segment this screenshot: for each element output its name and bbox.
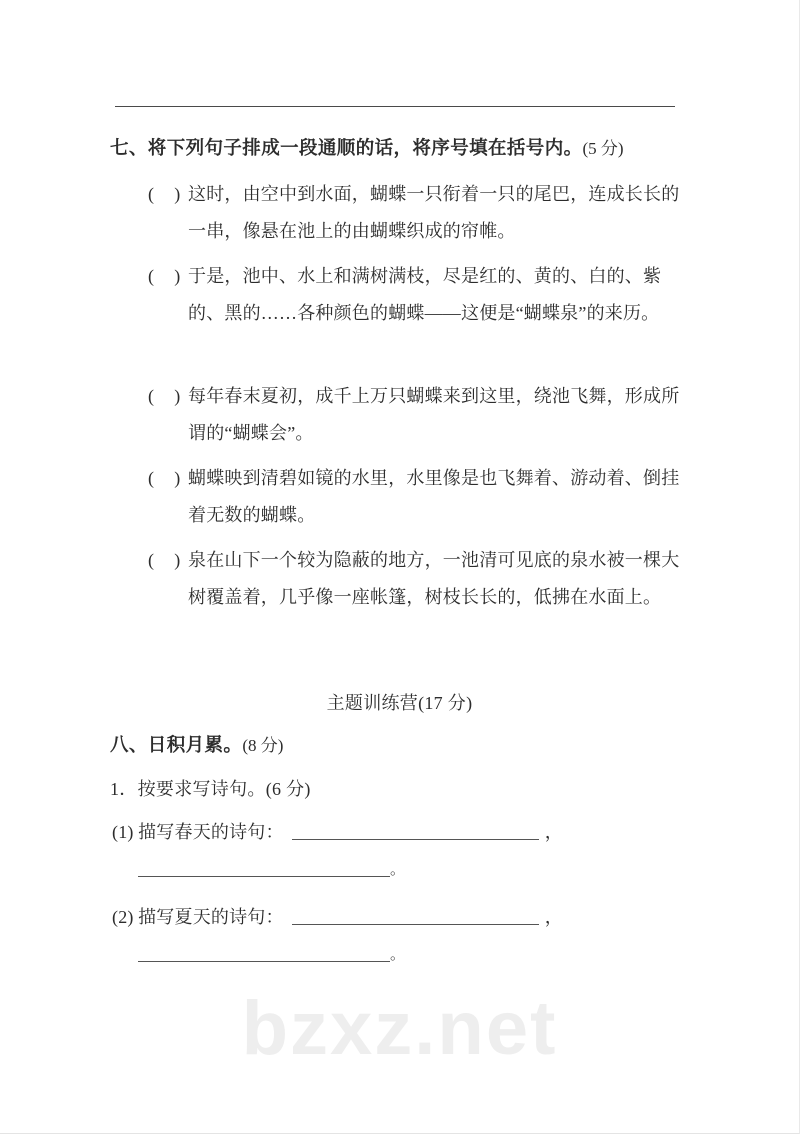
fill-row-2[interactable] bbox=[112, 903, 563, 929]
section-seven-heading-text: 七、将下列句子排成一段通顺的话，将序号填在括号内。 bbox=[110, 139, 583, 159]
answer-bracket[interactable]: ( ) bbox=[148, 386, 181, 406]
top-divider-rule bbox=[115, 106, 675, 107]
order-item[interactable] bbox=[148, 378, 683, 452]
answer-bracket[interactable]: ( ) bbox=[148, 184, 181, 204]
section-seven-heading bbox=[110, 134, 710, 160]
fill-1-label: 描写春天的诗句： bbox=[138, 822, 284, 842]
answer-bracket[interactable]: ( ) bbox=[148, 550, 181, 570]
fill-2-answer-blank[interactable] bbox=[292, 909, 539, 925]
fill-2-number: (2) bbox=[112, 907, 134, 927]
order-item[interactable] bbox=[148, 258, 683, 332]
theme-banner-title: 主题训练营(17 分) bbox=[326, 693, 473, 713]
order-item-text: 这时，由空中到水面，蝴蝶一只衔着一只的尾巴，连成长长的一串，像悬在池上的由蝴蝶织成的帘帷。 bbox=[188, 184, 680, 241]
section-eight-heading-text: 八、日积月累。 bbox=[110, 736, 243, 756]
fill-2-period: 。 bbox=[390, 947, 406, 963]
order-item[interactable] bbox=[148, 460, 683, 534]
fill-row-1[interactable] bbox=[112, 818, 563, 844]
section-seven-score: (5 分) bbox=[582, 139, 624, 158]
section-eight-heading bbox=[110, 731, 710, 757]
question-1-label: 1．按要求写诗句。(6 分) bbox=[110, 779, 311, 799]
fill-1-number: (1) bbox=[112, 822, 134, 842]
order-item-text: 每年春末夏初，成千上万只蝴蝶来到这里，绕池飞舞，形成所谓的“蝴蝶会”。 bbox=[188, 386, 680, 443]
fill-1-answer-blank-2[interactable] bbox=[138, 861, 390, 877]
fill-1-answer-blank[interactable] bbox=[292, 824, 539, 840]
order-item-text: 于是，池中、水上和满树满枝，尽是红的、黄的、白的、紫的、黑的……各种颜色的蝴蝶——这便是“蝴蝶泉”的来历。 bbox=[188, 266, 662, 323]
watermark-bzxz: bzxz.net bbox=[241, 986, 558, 1071]
fill-1-comma: ， bbox=[544, 822, 563, 842]
order-item[interactable] bbox=[148, 542, 683, 616]
fill-2-label: 描写夏天的诗句： bbox=[138, 907, 284, 927]
answer-bracket[interactable]: ( ) bbox=[148, 468, 181, 488]
answer-bracket[interactable]: ( ) bbox=[148, 266, 181, 286]
fill-1-period: 。 bbox=[390, 862, 406, 878]
section-eight-score: (8 分) bbox=[242, 736, 284, 755]
order-item[interactable] bbox=[148, 176, 683, 250]
fill-2-answer-blank-2[interactable] bbox=[138, 946, 390, 962]
fill-row-2-continued[interactable] bbox=[138, 943, 405, 965]
fill-2-comma: ， bbox=[544, 907, 563, 927]
order-item-text: 泉在山下一个较为隐蔽的地方，一池清可见底的泉水被一棵大树覆盖着，几乎像一座帐篷，树枝长长的，低拂在水面上。 bbox=[188, 550, 680, 607]
order-item-text: 蝴蝶映到清碧如镜的水里，水里像是也飞舞着、游动着、倒挂着无数的蝴蝶。 bbox=[188, 468, 680, 525]
fill-row-1-continued[interactable] bbox=[138, 858, 405, 880]
